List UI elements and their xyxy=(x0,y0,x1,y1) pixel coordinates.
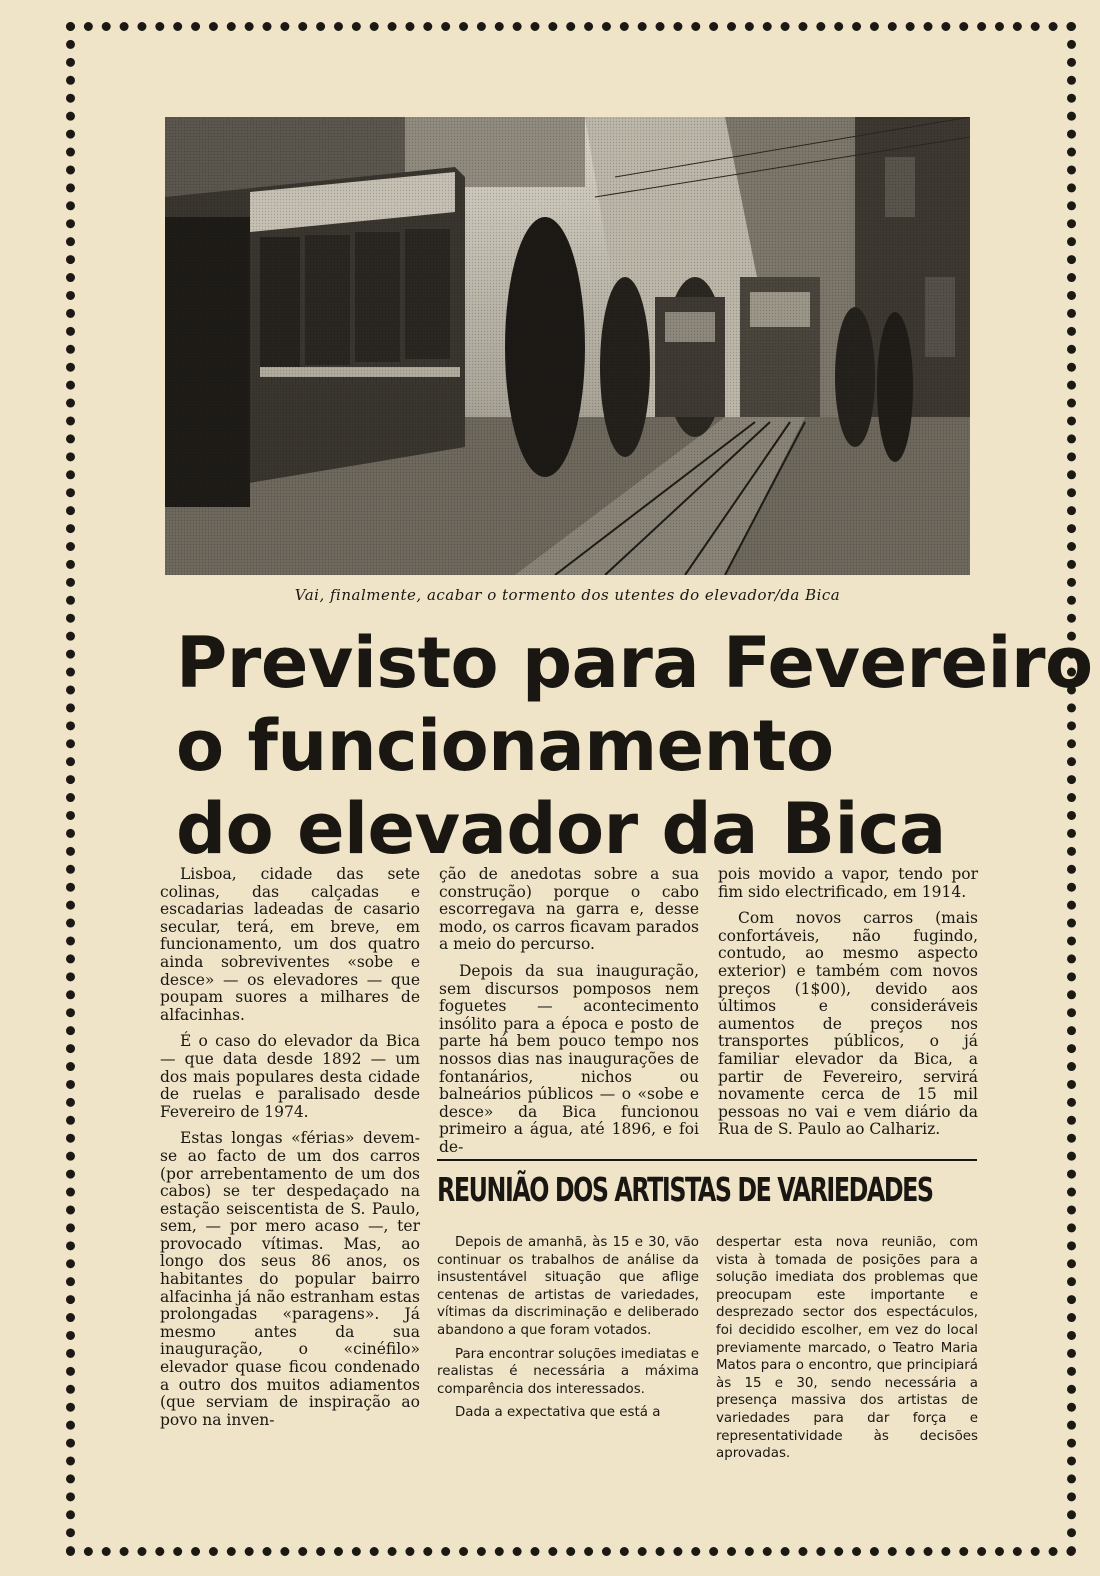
headline-line-3: do elevador da Bica xyxy=(176,788,946,870)
headline-line-1: Previsto para Fevereiro xyxy=(176,622,1093,704)
article-paragraph: Com novos carros (mais confortáveis, não fugindo, contudo, ao mesmo aspecto exterior) e também com novos preços (1$00), devido aos últimos e consideráveis aumentos de preços nos transportes públicos, o já familiar elevador da Bica, a partir de Fevereiro, servirá novamente cerca de 15 mil pessoas no vai e vem diário da Rua de S. Paulo ao Calhariz. xyxy=(718,909,978,1139)
photo-caption: Vai, finalmente, acabar o tormento dos utentes do elevador/da Bica xyxy=(294,586,841,604)
article2-column-1 xyxy=(437,1234,699,1428)
article2-paragraph: Dada a expectativa que está a xyxy=(455,1405,661,1421)
article2-column-2 xyxy=(716,1234,978,1469)
article2-paragraph: Depois de amanhã, às 15 e 30, vão continuar os trabalhos de análise da insustentável situação que aflige centenas de artistas de variedades, vítimas da discriminação e deliberado abandono a que foram votados. xyxy=(437,1235,699,1338)
article2-paragraph: despertar esta nova reunião, com vista à tomada de posições para a solução imediata dos problemas que preocupam este importante e desprezado sector dos espectáculos, foi decidido escolher, em vez do local previamente marcado, o Teatro Maria Matos para o encontro, que principiará às 15 e 30, sendo necessária a presença massiva dos artistas de variedades para dar força e representatividade às decisões aprovadas. xyxy=(716,1235,978,1462)
article-paragraph: pois movido a vapor, tendo por fim sido electrificado, em 1914. xyxy=(718,865,978,901)
article-column-2 xyxy=(439,866,699,1166)
article-paragraph: Lisboa, cidade das sete colinas, das calçadas e escadarias ladeadas de casario secular, terá, em breve, em funcionamento, um dos quatro ainda sobreviventes «sobe e desce» — os elevadores — que poupam suores a milhares de alfacinhas. xyxy=(160,865,420,1024)
article-paragraph: Depois da sua inauguração, sem discursos pomposos nem foguetes — acontecimento insólito para a época e posto de parte há bem pouco tempo nos nossos dias nas inaugurações de fontanários, nichos ou balneários públicos — o «sobe e desce» da Bica funcionou primeiro a água, até 1896, e foi de- xyxy=(439,961,699,1156)
article2-paragraph: Para encontrar soluções imediatas e realistas é necessária a máxima comparência dos interessados. xyxy=(437,1346,699,1397)
article2-title: REUNIÃO DOS ARTISTAS DE VARIEDADES xyxy=(437,1170,933,1209)
article-column-3 xyxy=(718,866,978,1148)
tram-photo xyxy=(165,117,970,575)
headline xyxy=(176,622,1093,871)
headline-line-2: o funcionamento xyxy=(176,705,834,787)
article-column-1 xyxy=(160,866,420,1438)
article-paragraph: ção de anedotas sobre a sua construção) porque o cabo escorregava na garra e, desse modo, os carros ficavam parados a meio do percurso. xyxy=(439,865,699,954)
article-paragraph: É o caso do elevador da Bica — que data desde 1892 — um dos mais populares desta cidade de ruelas e paralisado desde Fevereiro de 1974. xyxy=(160,1032,420,1121)
section-divider xyxy=(437,1159,977,1161)
article-paragraph: Estas longas «férias» devem-se ao facto de um dos carros (por arrebentamento de um dos cabos) se ter despedaçado na estação seiscentista de S. Paulo, sem, — por mero acaso —, ter provocado vítimas. Mas, ao longo dos seus 86 anos, os habitantes do popular bairro alfacinha já não estranham estas prolongadas «paragens». Já mesmo antes da sua inauguração, o «cinéfilo» elevador quase ficou condenado a outro dos muitos adiamentos (que serviam de inspiração ao povo na inven- xyxy=(160,1129,420,1429)
